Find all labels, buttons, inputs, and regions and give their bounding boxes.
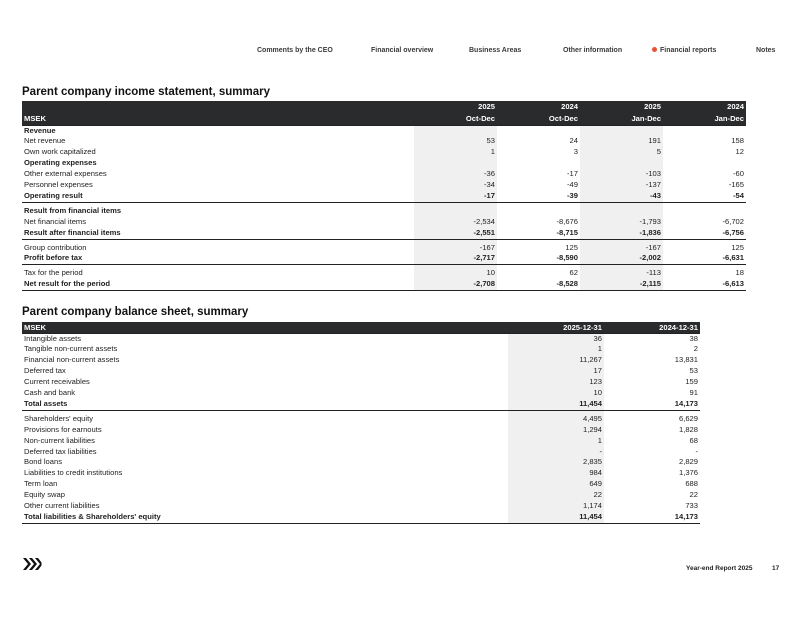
value-cell: 123 [508,377,604,388]
header-unit: MSEK [22,322,508,333]
value-cell: 11,454 [508,512,604,523]
value-cell: 191 [580,136,663,147]
row-label: Non-current liabilities [24,435,95,445]
table-row [22,512,700,523]
row-label: Group contribution [24,242,87,252]
value-cell: 3 [573,147,578,157]
value-cell [663,158,746,169]
value-cell: -2,002 [580,253,663,264]
value-cell: 18 [735,268,744,278]
row-label: Total liabilities & Shareholders' equity [22,512,508,523]
value-cell: 13,831 [674,355,698,365]
row-label: Personnel expenses [24,180,93,190]
value-cell: -167 [414,243,497,254]
value-cell: -8,715 [497,228,580,239]
row-label: Other external expenses [24,169,107,179]
row-label: Own work capitalized [24,147,96,157]
header-period: Oct-Dec [497,112,580,125]
table-row [22,268,746,279]
table-row [22,388,700,399]
value-cell: 649 [508,479,604,490]
row-label: Result from financial items [24,205,122,215]
value-cell: 733 [685,501,698,511]
balance-sheet-table [22,322,700,524]
table-row [22,206,746,217]
table-row [22,169,746,180]
table-row [22,399,700,410]
nav-business-areas[interactable]: Business Areas [469,47,522,54]
value-cell: -6,613 [663,279,746,290]
value-cell: -1,836 [580,228,663,239]
value-cell: -103 [580,169,663,180]
value-cell [414,125,497,136]
header-period: Oct-Dec [414,112,497,125]
table-row [22,136,746,147]
value-cell: 14,173 [604,512,700,523]
header-year: 2024 [497,101,580,112]
header-period: Jan-Dec [663,112,746,125]
row-label: Operating expenses [24,158,97,168]
value-cell: 11,454 [508,399,604,410]
value-cell: 1 [414,147,497,158]
row-label: Current receivables [24,377,90,387]
value-cell: -60 [733,169,744,179]
row-label: Net result for the period [22,279,414,290]
value-cell: -113 [580,268,663,279]
value-cell [414,206,497,217]
nav-notes[interactable]: Notes [756,47,776,54]
table-row [22,158,746,169]
value-cell: 91 [689,388,698,398]
table-row [22,490,700,501]
value-cell: 14,173 [604,399,700,410]
row-label: Total assets [22,399,508,410]
table-row [22,243,746,254]
nav-comments-ceo[interactable]: Comments by the CEO [257,47,333,54]
table-row [22,228,746,239]
value-cell [580,158,663,169]
value-cell [663,206,746,217]
value-cell: 4,495 [508,414,604,425]
row-label: Financial non-current assets [24,355,120,365]
table-row [22,344,700,355]
value-cell: 11,267 [508,355,604,366]
value-cell: 24 [569,136,578,146]
row-label: Profit before tax [22,253,414,264]
row-label: Term loan [24,479,58,489]
table-row [22,457,700,468]
income-statement-table [22,101,746,291]
nav-other-information[interactable]: Other information [563,47,623,54]
value-cell: 6,629 [678,413,698,423]
value-cell [663,125,746,136]
value-cell: -1,793 [580,217,663,228]
value-cell: -8,590 [497,253,580,264]
row-label: Deferred tax liabilities [24,446,97,456]
value-cell: 984 [508,468,604,479]
value-cell: 17 [508,366,604,377]
row-label: Liabilities to credit institutions [24,468,123,478]
value-cell: -167 [580,243,663,254]
row-label: Shareholders' equity [24,413,93,423]
value-cell: 10 [414,268,497,279]
header-year: 2025 [580,101,663,112]
row-label: Intangible assets [22,333,508,344]
table-row [22,279,746,290]
header-year: 2024 [663,101,746,112]
value-cell [414,158,497,169]
value-cell: 2,835 [508,457,604,468]
value-cell: 5 [580,147,663,158]
value-cell: 53 [689,366,698,376]
value-cell: - [508,447,604,458]
row-label: Provisions for earnouts [24,424,102,434]
value-cell: -2,717 [414,253,497,264]
value-cell: -2,708 [414,279,497,290]
company-logo-icon [22,557,42,571]
header-period: Jan-Dec [580,112,663,125]
value-cell: 125 [731,242,744,252]
table-row [22,436,700,447]
top-navigation [0,47,800,59]
value-cell: -34 [414,180,497,191]
value-cell: 1,828 [678,424,698,434]
row-label: Revenue [22,125,414,136]
value-cell: 53 [414,136,497,147]
value-cell: 1,294 [508,425,604,436]
value-cell: -36 [414,169,497,180]
table-row [22,366,700,377]
row-label: Bond loans [24,457,62,467]
value-cell: 1,376 [678,468,698,478]
value-cell: -49 [567,180,578,190]
header-unit: MSEK [22,112,414,125]
value-cell: 22 [508,490,604,501]
table-row [22,180,746,191]
value-cell: 159 [685,377,698,387]
row-label: Tangible non-current assets [24,344,118,354]
value-cell: 2,829 [678,457,698,467]
row-label: Equity swap [24,490,65,500]
value-cell: -17 [414,191,497,202]
value-cell: 62 [569,268,578,278]
value-cell: - [695,446,698,456]
table-row [22,425,700,436]
header-date: 2025-12-31 [508,322,604,333]
table-row [22,447,700,458]
table-row [22,468,700,479]
value-cell: -165 [728,180,744,190]
value-cell: 158 [731,136,744,146]
row-label: Tax for the period [24,268,83,278]
value-cell: -54 [663,191,746,202]
table-row [22,191,746,202]
value-cell: 12 [735,147,744,157]
value-cell: -2,115 [580,279,663,290]
row-label: Net financial items [24,216,87,226]
header-cell [22,101,414,112]
nav-financial-reports-label: Financial reports [660,47,717,54]
income-statement-body [22,125,746,291]
row-label: Result after financial items [22,228,414,239]
value-cell: 688 [685,479,698,489]
value-cell: -8,676 [556,216,578,226]
row-label: Operating result [22,191,414,202]
income-statement-title: Parent company income statement, summary [22,86,270,98]
value-cell: -6,631 [663,253,746,264]
table-row [22,355,700,366]
value-cell: -43 [580,191,663,202]
report-name: Year-end Report 2025 [686,565,753,572]
nav-financial-overview[interactable]: Financial overview [371,47,434,54]
value-cell: 36 [508,333,604,344]
value-cell: 1 [508,344,604,355]
value-cell: -2,551 [414,228,497,239]
value-cell: 10 [508,388,604,399]
value-cell: 22 [689,490,698,500]
value-cell: -39 [497,191,580,202]
value-cell: -8,528 [497,279,580,290]
table-row [22,501,700,512]
row-label: Other current liabilities [24,501,100,511]
table-row [22,253,746,264]
table-row [22,377,700,388]
value-cell [580,206,663,217]
table-row [22,125,746,136]
value-cell [497,125,580,136]
value-cell: 1,174 [508,501,604,512]
active-indicator-icon [652,47,657,52]
nav-financial-reports[interactable] [652,47,716,54]
row-label: Deferred tax [24,366,66,376]
value-cell: -2,534 [414,217,497,228]
header-date: 2024-12-31 [604,322,700,333]
table-row [22,479,700,490]
page-number: 17 [772,565,780,572]
value-cell: 125 [565,242,578,252]
value-cell: 1 [508,436,604,447]
value-cell: 68 [689,435,698,445]
balance-sheet-title: Parent company balance sheet, summary [22,306,249,318]
header-year: 2025 [414,101,497,112]
table-row [22,414,700,425]
row-label: Cash and bank [24,388,76,398]
value-cell: 38 [604,333,700,344]
value-cell [580,125,663,136]
value-cell: -17 [567,169,578,179]
table-row [22,147,746,158]
table-row [22,333,700,344]
value-cell [497,158,580,169]
value-cell [497,206,580,217]
value-cell: -6,702 [722,216,744,226]
value-cell: -137 [580,180,663,191]
value-cell: 2 [693,344,698,354]
row-label: Net revenue [24,136,66,146]
balance-sheet-body [22,333,700,523]
table-row [22,217,746,228]
value-cell: -6,756 [663,228,746,239]
